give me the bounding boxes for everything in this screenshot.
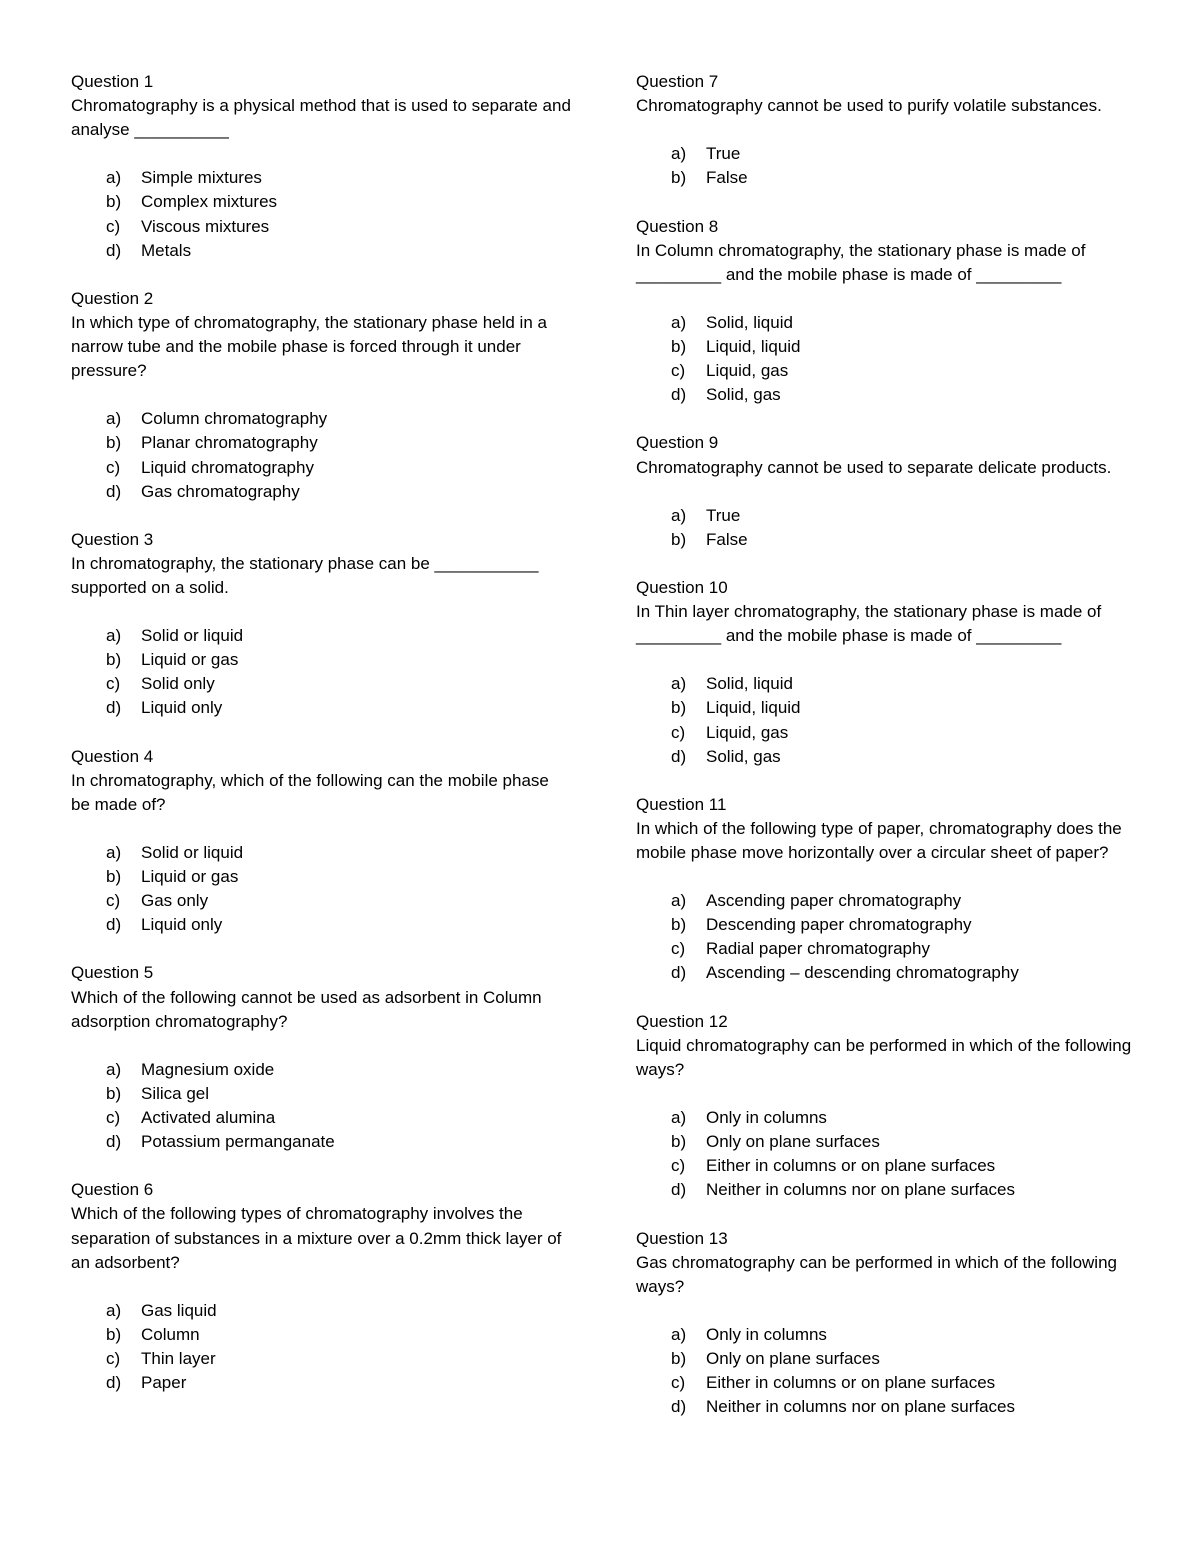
- option-letter: a): [106, 1300, 122, 1320]
- question-text: Which of the following types of chromatography involves the separation of substances in a mixture over a 0.2mm thick layer of an adsorbent?: [71, 1204, 562, 1272]
- option-letter: b): [106, 433, 122, 453]
- option-letter: d): [671, 385, 687, 405]
- answer-option: [71, 913, 571, 937]
- question-title: Question 2: [71, 288, 154, 308]
- right-column: [636, 70, 1136, 1443]
- answer-option: [71, 1106, 571, 1130]
- question-title: Question 8: [636, 216, 719, 236]
- answer-option: [636, 721, 1136, 745]
- option-letter: d): [671, 963, 687, 983]
- option-text: Liquid only: [141, 915, 223, 935]
- option-text: Complex mixtures: [141, 192, 278, 212]
- option-letter: c): [106, 1108, 121, 1128]
- option-text: Activated alumina: [141, 1108, 276, 1128]
- option-letter: d): [106, 1373, 122, 1393]
- option-letter: b): [671, 915, 687, 935]
- question-text: In which type of chromatography, the stationary phase held in a narrow tube and the mobile phase is forced through it under pressure?: [71, 312, 547, 381]
- answer-option: [636, 383, 1136, 407]
- question-spacer: [71, 1154, 571, 1178]
- option-letter: b): [671, 168, 687, 188]
- answer-options: [636, 142, 1136, 190]
- question-block: [71, 70, 571, 287]
- option-text: Neither in columns nor on plane surfaces: [706, 1397, 1015, 1417]
- question-text: In Thin layer chromatography, the stationary phase is made of _________ and the mobile phase is made of _________: [636, 602, 1102, 646]
- option-text: Liquid, gas: [706, 361, 789, 381]
- question-title: Question 5: [71, 963, 154, 983]
- answer-option: [636, 166, 1136, 190]
- option-text: Solid, liquid: [706, 674, 793, 694]
- answer-options: [71, 624, 571, 720]
- option-letter: a): [671, 312, 687, 332]
- option-text: False: [706, 529, 748, 549]
- answer-option: [636, 1154, 1136, 1178]
- answer-option: [71, 407, 571, 431]
- option-letter: b): [106, 1083, 122, 1103]
- answer-option: [71, 648, 571, 672]
- option-letter: a): [671, 505, 687, 525]
- answer-option: [636, 1323, 1136, 1347]
- answer-option: [71, 1323, 571, 1347]
- question-spacer: [71, 504, 571, 528]
- option-text: Thin layer: [141, 1348, 216, 1368]
- option-letter: a): [671, 144, 687, 164]
- question-title: Question 1: [71, 72, 154, 91]
- question-spacer: [636, 1419, 1136, 1443]
- option-text: Only on plane surfaces: [706, 1132, 880, 1152]
- option-text: Paper: [141, 1373, 187, 1393]
- option-text: Liquid or gas: [141, 650, 239, 670]
- answer-option: [71, 215, 571, 239]
- answer-option: [71, 1082, 571, 1106]
- answer-options: [636, 1323, 1136, 1419]
- question-text: Chromatography is a physical method that is used to separate and analyse __________: [71, 96, 571, 140]
- option-text: True: [706, 505, 741, 525]
- answer-options: [71, 1058, 571, 1154]
- option-letter: c): [671, 939, 686, 959]
- option-text: Column chromatography: [141, 409, 328, 429]
- option-text: Solid, gas: [706, 746, 781, 766]
- question-block: [636, 431, 1136, 576]
- option-letter: b): [671, 529, 687, 549]
- question-title: Question 12: [636, 1011, 728, 1031]
- option-letter: b): [106, 867, 122, 887]
- option-text: Solid or liquid: [141, 626, 244, 646]
- option-letter: c): [106, 457, 121, 477]
- option-letter: c): [671, 1373, 686, 1393]
- answer-options: [636, 504, 1136, 552]
- option-text: Potassium permanganate: [141, 1132, 335, 1152]
- question-spacer: [636, 769, 1136, 793]
- question-title: Question 9: [636, 433, 719, 453]
- option-letter: d): [106, 915, 122, 935]
- option-text: Solid or liquid: [141, 843, 244, 862]
- option-text: Metals: [141, 240, 192, 260]
- answer-option: [636, 745, 1136, 769]
- option-letter: b): [106, 1324, 122, 1344]
- answer-option: [71, 865, 571, 889]
- question-block: [71, 528, 571, 745]
- question-block: [71, 1178, 571, 1419]
- question-spacer: [71, 937, 571, 961]
- option-letter: c): [106, 216, 121, 236]
- option-text: Gas chromatography: [141, 481, 300, 501]
- question-block: [71, 287, 571, 528]
- option-text: Only in columns: [706, 1108, 827, 1128]
- question-text: Chromatography cannot be used to purify volatile substances.: [636, 96, 1102, 116]
- question-text: In chromatography, which of the following can the mobile phase be made of?: [71, 770, 549, 814]
- option-letter: b): [671, 337, 687, 357]
- option-letter: c): [671, 1156, 686, 1176]
- option-letter: c): [671, 361, 686, 381]
- option-letter: d): [106, 698, 122, 718]
- answer-option: [636, 528, 1136, 552]
- question-spacer: [71, 721, 571, 745]
- answer-option: [636, 1371, 1136, 1395]
- option-letter: a): [671, 891, 687, 911]
- question-text: Gas chromatography can be performed in which of the following ways?: [636, 1252, 1117, 1296]
- answer-option: [71, 841, 571, 865]
- option-text: Simple mixtures: [141, 168, 262, 188]
- answer-options: [636, 1106, 1136, 1202]
- option-text: Liquid, liquid: [706, 337, 801, 357]
- question-text: Liquid chromatography can be performed in which of the following ways?: [636, 1035, 1132, 1079]
- question-title: Question 3: [71, 529, 154, 549]
- question-title: Question 13: [636, 1228, 728, 1248]
- answer-options: [71, 841, 571, 937]
- option-text: True: [706, 144, 741, 164]
- answer-options: [636, 311, 1136, 407]
- option-letter: c): [106, 1348, 121, 1368]
- option-text: Solid only: [141, 674, 215, 694]
- option-letter: d): [106, 240, 122, 260]
- option-letter: b): [671, 1348, 687, 1368]
- answer-option: [636, 696, 1136, 720]
- answer-option: [71, 1130, 571, 1154]
- answer-option: [71, 1058, 571, 1082]
- option-text: Either in columns or on plane surfaces: [706, 1373, 996, 1393]
- question-title: Question 4: [71, 746, 154, 766]
- question-spacer: [71, 263, 571, 287]
- option-text: Solid, liquid: [706, 312, 793, 332]
- option-letter: d): [106, 1132, 122, 1152]
- answer-option: [636, 961, 1136, 985]
- option-letter: c): [671, 722, 686, 742]
- option-letter: a): [106, 843, 122, 862]
- question-spacer: [636, 407, 1136, 431]
- answer-options: [636, 672, 1136, 768]
- option-letter: b): [671, 1132, 687, 1152]
- option-text: Neither in columns nor on plane surfaces: [706, 1180, 1015, 1200]
- option-text: Ascending paper chromatography: [706, 891, 962, 911]
- question-title: Question 10: [636, 577, 728, 597]
- option-text: False: [706, 168, 748, 188]
- option-text: Solid, gas: [706, 385, 781, 405]
- option-letter: a): [671, 1108, 687, 1128]
- option-letter: d): [671, 1397, 687, 1417]
- option-text: Magnesium oxide: [141, 1059, 275, 1079]
- answer-option: [71, 1299, 571, 1323]
- answer-options: [71, 1299, 571, 1395]
- option-text: Gas liquid: [141, 1300, 217, 1320]
- question-block: [636, 215, 1136, 432]
- answer-option: [71, 1347, 571, 1371]
- option-letter: d): [671, 746, 687, 766]
- left-column: [71, 70, 571, 1419]
- question-block: [636, 1010, 1136, 1227]
- question-spacer: [636, 190, 1136, 214]
- answer-option: [71, 624, 571, 648]
- option-letter: b): [106, 650, 122, 670]
- answer-option: [636, 335, 1136, 359]
- answer-option: [636, 142, 1136, 166]
- answer-option: [71, 239, 571, 263]
- option-letter: d): [106, 481, 122, 501]
- answer-option: [636, 1178, 1136, 1202]
- option-letter: a): [106, 1059, 122, 1079]
- option-letter: a): [671, 674, 687, 694]
- option-text: Descending paper chromatography: [706, 915, 972, 935]
- answer-option: [71, 889, 571, 913]
- answer-option: [71, 480, 571, 504]
- question-text: Chromatography cannot be used to separate delicate products.: [636, 457, 1112, 477]
- answer-option: [636, 913, 1136, 937]
- question-title: Question 6: [71, 1180, 154, 1200]
- answer-options: [71, 166, 571, 262]
- answer-option: [636, 1106, 1136, 1130]
- option-text: Liquid, liquid: [706, 698, 801, 718]
- question-block: [636, 576, 1136, 793]
- option-letter: b): [106, 192, 122, 212]
- answer-option: [636, 889, 1136, 913]
- answer-option: [636, 672, 1136, 696]
- option-text: Planar chromatography: [141, 433, 318, 453]
- option-text: Viscous mixtures: [141, 216, 270, 236]
- option-text: Liquid or gas: [141, 867, 239, 887]
- answer-option: [71, 696, 571, 720]
- answer-option: [636, 311, 1136, 335]
- question-block: [636, 70, 1136, 215]
- question-block: [71, 745, 571, 962]
- question-spacer: [636, 552, 1136, 576]
- question-title: Question 7: [636, 72, 719, 91]
- answer-option: [71, 431, 571, 455]
- answer-option: [636, 504, 1136, 528]
- question-block: [71, 961, 571, 1178]
- answer-option: [71, 166, 571, 190]
- answer-option: [636, 1347, 1136, 1371]
- option-text: Liquid only: [141, 698, 223, 718]
- answer-options: [71, 407, 571, 503]
- option-letter: a): [106, 409, 122, 429]
- answer-option: [71, 456, 571, 480]
- question-block: [636, 1227, 1136, 1444]
- answer-option: [636, 359, 1136, 383]
- answer-option: [71, 672, 571, 696]
- option-letter: a): [106, 168, 122, 188]
- question-title: Question 11: [636, 794, 727, 814]
- option-letter: b): [671, 698, 687, 718]
- option-text: Only in columns: [706, 1324, 827, 1344]
- option-letter: d): [671, 1180, 687, 1200]
- answer-option: [71, 190, 571, 214]
- option-text: Liquid chromatography: [141, 457, 314, 477]
- option-text: Liquid, gas: [706, 722, 789, 742]
- option-text: Either in columns or on plane surfaces: [706, 1156, 996, 1176]
- option-letter: a): [671, 1324, 687, 1344]
- option-text: Radial paper chromatography: [706, 939, 930, 959]
- answer-option: [636, 1395, 1136, 1419]
- question-text: In Column chromatography, the stationary phase is made of _________ and the mobile phase is made of _________: [636, 240, 1086, 284]
- question-spacer: [636, 1202, 1136, 1226]
- answer-option: [71, 1371, 571, 1395]
- question-text: In which of the following type of paper, chromatography does the mobile phase move horizontally over a circular sheet of paper?: [636, 818, 1122, 862]
- option-text: Silica gel: [141, 1083, 210, 1103]
- option-text: Only on plane surfaces: [706, 1348, 880, 1368]
- question-text: In chromatography, the stationary phase can be ___________ supported on a solid.: [71, 553, 539, 597]
- question-spacer: [71, 1395, 571, 1419]
- option-letter: c): [106, 891, 121, 911]
- option-text: Column: [141, 1324, 200, 1344]
- answer-option: [636, 1130, 1136, 1154]
- question-text: Which of the following cannot be used as adsorbent in Column adsorption chromatography?: [71, 987, 542, 1031]
- option-letter: c): [106, 674, 121, 694]
- question-block: [636, 793, 1136, 1010]
- option-text: Ascending – descending chromatography: [706, 963, 1019, 983]
- answer-option: [636, 937, 1136, 961]
- option-text: Gas only: [141, 891, 209, 911]
- question-spacer: [636, 986, 1136, 1010]
- option-letter: a): [106, 626, 122, 646]
- answer-options: [636, 889, 1136, 985]
